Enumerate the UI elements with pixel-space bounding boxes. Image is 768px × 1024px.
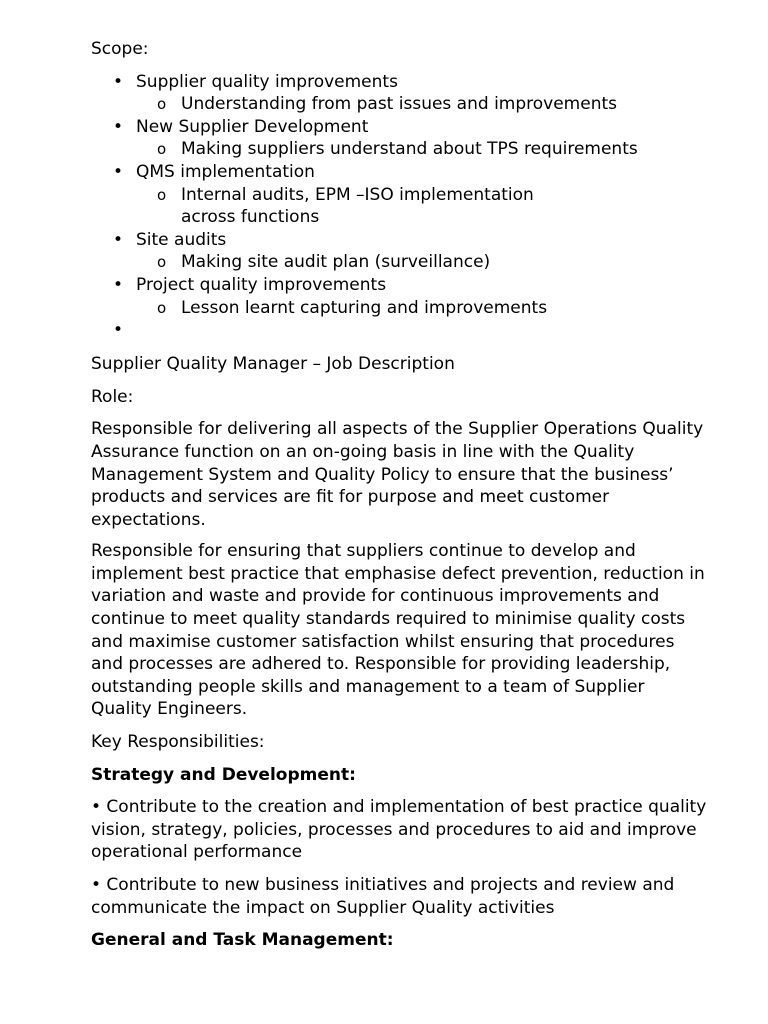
job-title: Supplier Quality Manager – Job Description: [91, 354, 455, 375]
sub-list: [136, 138, 708, 161]
sub-list: [136, 251, 708, 274]
sub-list: [136, 297, 708, 320]
scope-item-text: Site audits: [136, 229, 227, 250]
scope-item-text: New Supplier Development: [136, 116, 369, 137]
scope-label: Scope:: [91, 39, 149, 59]
section-heading-general: General and Task Management:: [91, 930, 394, 951]
sub-list: [136, 184, 708, 229]
responsibility-item: • Contribute to the creation and implementation of best practice quality vision, strategy, policies, processes and procedures to aid and improve operational performance: [91, 797, 707, 863]
list-item: [136, 116, 708, 161]
section-heading-strategy: Strategy and Development:: [91, 764, 356, 785]
sub-list-item: o Internal audits, EPM –ISO implementation across functions: [181, 184, 708, 229]
scope-item-text: Project quality improvements: [136, 274, 387, 295]
list-item: [136, 274, 708, 319]
list-item: [136, 71, 708, 116]
key-responsibilities-label: Key Responsibilities:: [91, 732, 265, 753]
list-item: [136, 229, 708, 274]
scope-list: [91, 71, 708, 342]
role-label: Role:: [91, 386, 134, 407]
empty-list-item: [136, 319, 708, 341]
sub-list-item: o Making site audit plan (surveillance): [181, 251, 708, 274]
sub-list-item: o Making suppliers understand about TPS requirements: [181, 138, 708, 161]
sub-list-item: o Understanding from past issues and improvements: [181, 93, 708, 116]
role-paragraph: Responsible for delivering all aspects of the Supplier Operations Quality Assurance function on an on-going basis in line with the Quality Management System and Quality Policy to ensure that the business’ products and services are fit for purpose and meet customer expectations.: [91, 419, 704, 530]
list-item: [136, 161, 708, 229]
responsibility-item: • Contribute to new business initiatives and projects and review and communicate the impact on Supplier Quality activities: [91, 875, 675, 918]
role-paragraph: Responsible for ensuring that suppliers continue to develop and implement best practice that emphasise defect prevention, reduction in variation and waste and provide for continuous improvements and continue to meet quality standards required to minimise quality costs and maximise customer satisfaction whilst ensuring that procedures and processes are adhered to. Responsible for providing leadership, outstanding people skills and management to a team of Supplier Quality Engineers.: [91, 541, 705, 720]
sub-list-item: o Lesson learnt capturing and improvements: [181, 297, 708, 320]
scope-item-text: QMS implementation: [136, 161, 315, 182]
sub-list: [136, 93, 708, 116]
scope-item-text: Supplier quality improvements: [136, 71, 398, 92]
